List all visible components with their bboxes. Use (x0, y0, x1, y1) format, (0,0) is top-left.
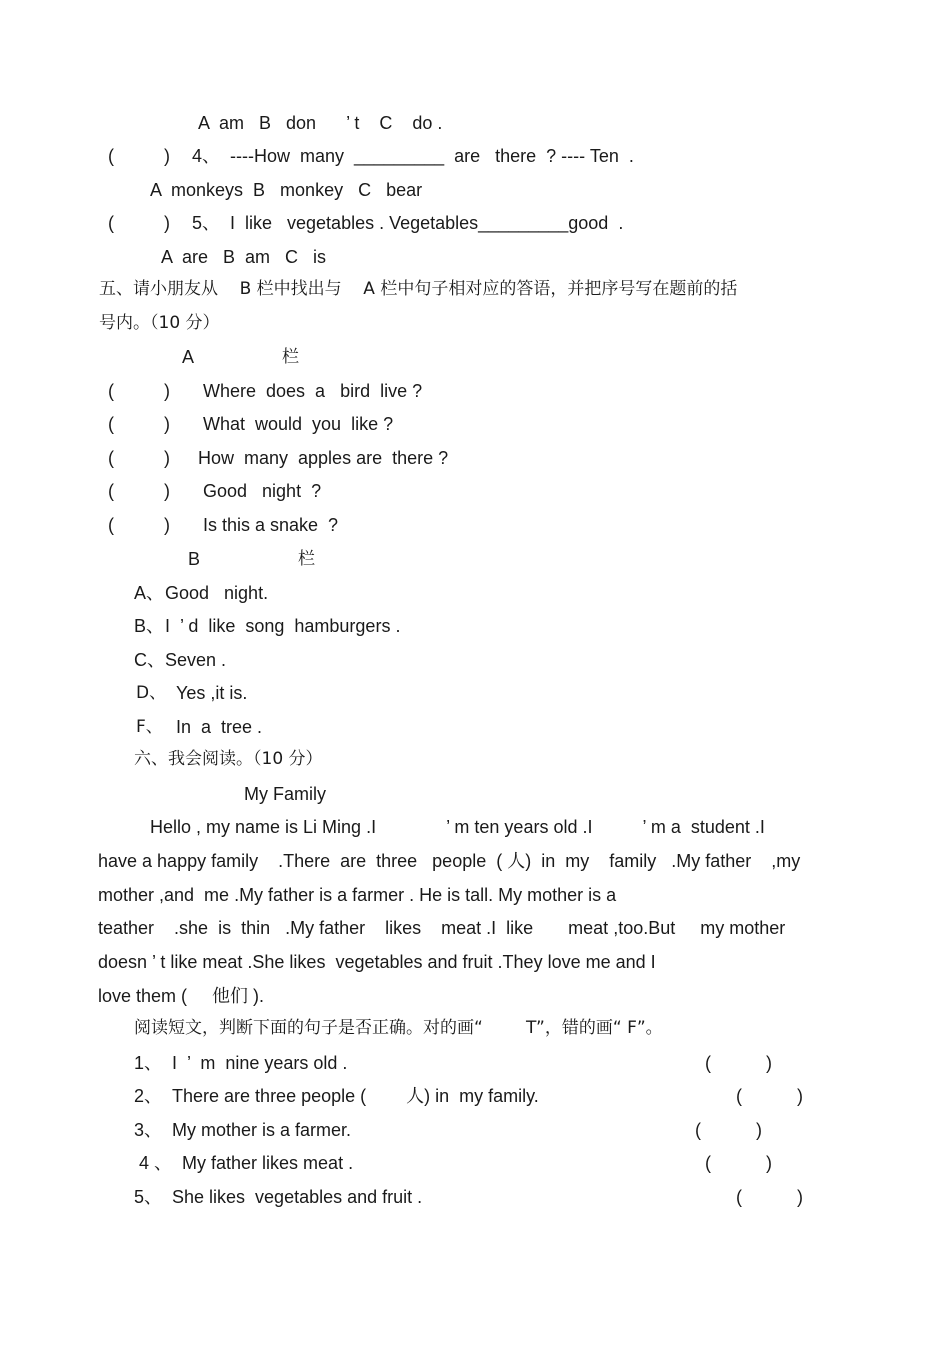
col-b-mark-d: D、 (136, 683, 167, 703)
q4-options: A monkeys B monkey C bear (150, 180, 423, 200)
q5-question: 5、 I like vegetables . Vegetables_________good . (192, 213, 624, 233)
passage-line-6: love them ( 他们 ). (98, 986, 265, 1006)
col-b-mark-a: A、 (134, 583, 165, 603)
q4-answer-paren: ( ) (108, 146, 170, 166)
col-a-item-5: Is this a snake ? (203, 515, 339, 535)
section5-heading-line1: 五、请小朋友从 B 栏中找出与 A 栏中句子相对应的答语，并把序号写在题前的括 (99, 279, 738, 299)
col-a-paren-5: ( ) (108, 515, 170, 535)
col-a-paren-1: ( ) (108, 381, 170, 401)
passage-line-1: Hello , my name is Li Ming .I ’ m ten years old .I ’ m a student .I (150, 817, 765, 837)
q3-options: A am B don ’ t C do . (198, 113, 443, 133)
tf-paren-1: ( ) (705, 1053, 772, 1073)
col-a-item-4: Good night ? (203, 481, 322, 501)
q4-question: 4、 ----How many _________ are there ? ---- Ten . (192, 146, 634, 166)
q5-options: A are B am C is (161, 247, 327, 267)
passage-line-3: mother ,and me .My father is a farmer . He is tall. My mother is a (98, 885, 617, 905)
col-b-mark-f: F、 (136, 717, 163, 737)
tf-item-1: 1、 I ’ m nine years old . (134, 1053, 348, 1073)
tf-paren-5: ( ) (736, 1187, 803, 1207)
col-a-item-3: How many apples are there ? (198, 448, 449, 468)
section5-heading-line2: 号内。（10 分） (99, 313, 220, 333)
tf-paren-2: ( ) (736, 1086, 803, 1106)
col-b-item-a: Good night. (165, 583, 269, 603)
col-b-item-d: Yes ,it is. (176, 683, 248, 703)
col-a-paren-4: ( ) (108, 481, 170, 501)
tf-item-3: 3、 My mother is a farmer. (134, 1120, 352, 1140)
column-b-letter: B (188, 549, 201, 569)
col-b-item-b: I ’ d like song hamburgers . (165, 616, 401, 636)
tf-item-2: 2、 There are three people ( 人) in my family. (134, 1086, 539, 1106)
true-false-instruction: 阅读短文，判断下面的句子是否正确。对的画“ T”，错的画“ F”。 (134, 1018, 663, 1038)
tf-paren-4: ( ) (705, 1153, 772, 1173)
passage-line-5: doesn ’ t like meat .She likes vegetables and fruit .They love me and I (98, 952, 656, 972)
q5-answer-paren: ( ) (108, 213, 170, 233)
column-a-label: 栏 (282, 347, 299, 367)
section6-heading: 六、我会阅读。（10 分） (134, 749, 323, 769)
tf-item-4: 4 、 My father likes meat . (134, 1153, 354, 1173)
col-b-mark-b: B、 (134, 616, 165, 636)
tf-paren-3: ( ) (695, 1120, 762, 1140)
tf-item-5: 5、 She likes vegetables and fruit . (134, 1187, 423, 1207)
passage-title: My Family (244, 784, 326, 804)
col-b-item-f: In a tree . (176, 717, 263, 737)
column-a-letter: A (182, 347, 195, 367)
passage-line-4: teather .she is thin .My father likes meat .I like meat ,too.But my mother (98, 918, 786, 938)
col-a-paren-3: ( ) (108, 448, 170, 468)
col-a-item-2: What would you like ? (203, 414, 394, 434)
col-a-paren-2: ( ) (108, 414, 170, 434)
passage-line-2: have a happy family .There are three people ( 人) in my family .My father ,my (98, 851, 801, 871)
column-b-label: 栏 (298, 549, 315, 569)
col-b-item-c: Seven . (165, 650, 227, 670)
col-a-item-1: Where does a bird live ? (203, 381, 423, 401)
col-b-mark-c: C、 (134, 650, 165, 670)
